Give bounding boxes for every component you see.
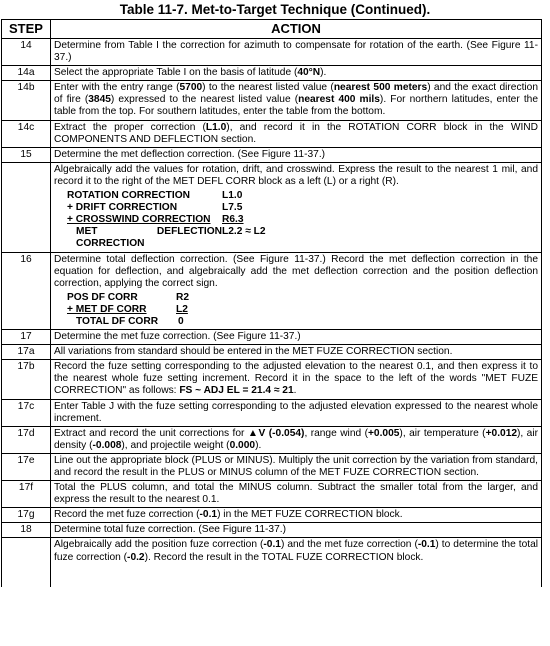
step-number: 17g [2,508,51,523]
table-row [2,120,542,147]
action-header: ACTION [51,20,542,39]
action-text: Enter Table J with the fuze setting corresponding to the adjusted elevation expressed to the nearest whole increment. [51,399,542,426]
action-text: Determine from Table I the correction for azimuth to compensate for rotation of the earth. (See Figure 11-37.) [51,39,542,66]
action-text: Enter with the entry range (5700) to the nearest listed value (nearest 500 meters) and the exact direction of fire (3845) expressed to the nearest listed value (nearest 400 mils). For northern latitudes, enter the table from the top. For southern latitudes, enter the table from the bottom. [51,81,542,120]
met-to-target-table [1,19,542,587]
step-number [2,538,51,587]
step-number: 17c [2,399,51,426]
header-row [2,20,542,39]
table-row [2,162,542,252]
action-text: Algebraically add the values for rotation, drift, and crosswind. Express the result to the nearest 1 mil, and record it to the right of the MET DEFL CORR block as a left (L) or a right (R). ROTATION CORRECTION L1.0 + DRIFT CORRECTION L7.5 + CROSSWIND CORRECTION R6.3 MET DEFLECTION CORRECTION L2.2 ≈ L2 [51,162,542,252]
table-row [2,252,542,330]
table-row [2,481,542,508]
step-number: 17b [2,360,51,399]
step-header: STEP [2,20,51,39]
table-row [2,508,542,523]
step-number: 17a [2,345,51,360]
step-number: 14 [2,39,51,66]
deflection-calculation: ROTATION CORRECTION L1.0 + DRIFT CORRECTION L7.5 + CROSSWIND CORRECTION R6.3 MET DEFLECTION CORRECTION L2.2 ≈ L2 [67,190,266,250]
table-row [2,426,542,453]
action-text: Record the met fuze correction (-0.1) in the MET FUZE CORRECTION block. [51,508,542,523]
step-number: 17d [2,426,51,453]
step-number: 14a [2,66,51,81]
step-number: 17f [2,481,51,508]
action-text: Determine the met deflection correction. (See Figure 11-37.) [51,147,542,162]
step-number: 18 [2,523,51,538]
action-text: Record the fuze setting corresponding to the adjusted elevation to the nearest 0.1, and then express it to the nearest whole fuze setting increment. Record it in the space to the left of the words "MET FUZE CORRECTION" as follows: FS ~ ADJ EL = 21.4 ≈ 21. [51,360,542,399]
table-row [2,330,542,345]
step-number: 14b [2,81,51,120]
action-text: Total the PLUS column, and total the MINUS column. Subtract the smaller total from the larger, and express the result to the nearest 0.1. [51,481,542,508]
table-row [2,147,542,162]
table-row [2,66,542,81]
table-row [2,360,542,399]
action-text: All variations from standard should be entered in the MET FUZE CORRECTION section. [51,345,542,360]
step-number [2,162,51,252]
table-row [2,538,542,587]
action-text: Extract the proper correction (L1.0), and record it in the ROTATION CORR block in the WIND COMPONENTS AND DEFLECTION section. [51,120,542,147]
step-number: 16 [2,252,51,330]
action-text: Line out the appropriate block (PLUS or MINUS). Multiply the unit correction by the variation from standard, and record the result in the PLUS or MINUS column of the MET FUZE CORRECTION section. [51,453,542,480]
table-row [2,81,542,120]
table-row [2,39,542,66]
action-text: Algebraically add the position fuze correction (-0.1) and the met fuze correction (-0.1) to determine the total fuze correction (-0.2). Record the result in the TOTAL FUZE CORRECTION block. [51,538,542,587]
action-text: Determine total deflection correction. (See Figure 11-37.) Record the met deflection correction in the equation for deflection, and algebraically add the met deflection correction and the position deflection correction, applying the correct sign. POS DF CORR R2 + MET DF CORR L2 TOTAL DF CORR 0 [51,252,542,330]
step-number: 15 [2,147,51,162]
step-number: 17 [2,330,51,345]
table-row [2,523,542,538]
action-text: Select the appropriate Table I on the basis of latitude (40°N). [51,66,542,81]
table-title: Table 11-7. Met-to-Target Technique (Continued). [119,2,431,17]
table-row [2,399,542,426]
step-number: 14c [2,120,51,147]
table-row [2,345,542,360]
action-text: Determine total fuze correction. (See Figure 11-37.) [51,523,542,538]
table-row [2,453,542,480]
step-number: 17e [2,453,51,480]
action-text: Extract and record the unit corrections for ▲V (-0.054), range wind (+0.005), air temperature (+0.012), air density (-0.008), and projectile weight (0.000). [51,426,542,453]
action-text: Determine the met fuze correction. (See Figure 11-37.) [51,330,542,345]
total-deflection-calculation: POS DF CORR R2 + MET DF CORR L2 TOTAL DF CORR 0 [67,291,190,327]
